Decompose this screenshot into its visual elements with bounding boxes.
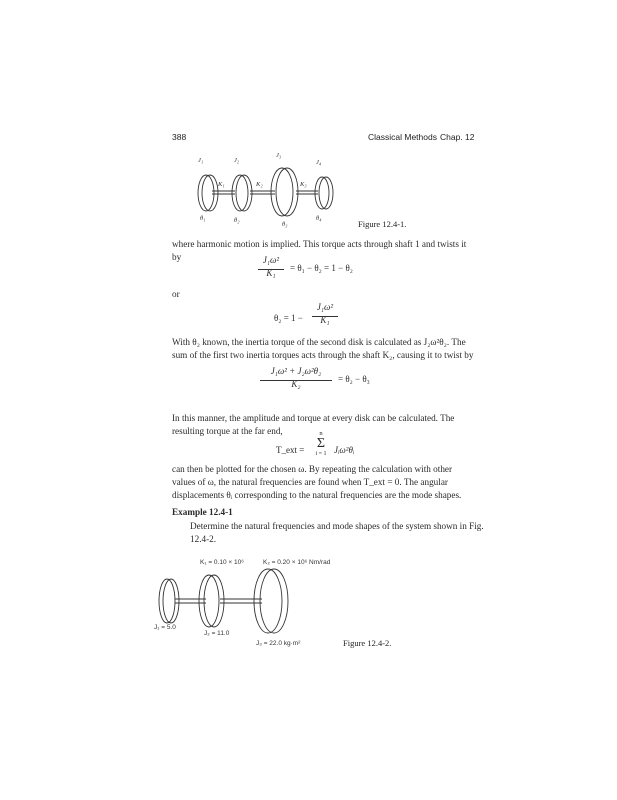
eq4-rhs: Jᵢω²θᵢ: [334, 445, 355, 455]
disk-3: [271, 168, 293, 216]
paragraph-2-line-2: sum of the first two inertia torques acts through the shaft K₂, causing it to twist by: [172, 350, 474, 360]
example-statement-line-2: 12.4-2.: [190, 534, 217, 544]
disk-1: [198, 175, 214, 211]
fig2-k1-label: K₁ = 0.10 × 10⁶: [200, 559, 244, 566]
paragraph-4-line-1: can then be plotted for the chosen ω. By repeating the calculation with other: [172, 464, 453, 474]
eq4-sum-sign: Σ: [316, 436, 326, 451]
fig2-disk-3: [254, 569, 282, 633]
figure-12-4-1-caption: Figure 12.4-1.: [358, 219, 407, 229]
paragraph-1: where harmonic motion is implied. This torque acts through shaft 1 and twists it by: [172, 239, 467, 262]
paragraph-3-line-1: In this manner, the amplitude and torque at every disk can be calculated. The: [172, 413, 455, 423]
paragraph-2: [172, 336, 482, 362]
label-theta2: θ₂: [234, 217, 240, 224]
label-j1: J₁: [198, 157, 204, 164]
eq3-denominator: K₂: [291, 379, 301, 389]
eq2-numerator: J₁ω²: [316, 302, 334, 312]
eq1-rhs: = θ₁ − θ₂ = 1 − θ₂: [290, 263, 353, 273]
example-title-text: Example 12.4-1: [172, 507, 233, 517]
chapter-label: Chap. 12: [440, 132, 475, 142]
fig2-k2-label: K₂ = 0.20 × 10⁶ Nm/rad: [263, 559, 331, 566]
paragraph-4-line-3: displacements θᵢ corresponding to the natural frequencies are the mode shapes.: [172, 490, 462, 500]
eq3-rhs: = θ₂ − θ₃: [338, 374, 370, 384]
fig2-j3-label: J₃ = 22.0 kg·m²: [256, 640, 301, 647]
page-number: 388: [172, 132, 187, 142]
eq1-fraction: [256, 255, 286, 278]
label-k3: K₃: [300, 181, 307, 188]
eq3-fraction: [258, 366, 334, 389]
label-j3: J₃: [276, 152, 282, 159]
label-j2: J₂: [234, 157, 240, 164]
running-title: Classical Methods: [368, 132, 437, 142]
example-statement-line-1: Determine the natural frequencies and mode shapes of the system shown in Fig.: [190, 521, 484, 531]
eq1-numerator: J₁ω²: [262, 255, 280, 265]
figure-12-4-2-caption: Figure 12.4-2.: [343, 638, 392, 648]
or-word: or: [172, 289, 180, 299]
paragraph-3-line-2: resulting torque at the far end,: [172, 426, 283, 436]
eq3-numerator: J₁ω² + J₂ω²θ₂: [270, 366, 322, 376]
fig2-j1-label: J₁ = 5.0: [154, 624, 176, 631]
label-k2: K₂: [256, 181, 263, 188]
eq2-lhs: θ₂ = 1 −: [274, 313, 303, 323]
figure-12-4-1: [190, 152, 350, 235]
eq4-sum-upper: n: [319, 430, 323, 437]
four-disk-diagram: [190, 155, 350, 235]
eq4-sum-lower: i = 1: [315, 451, 327, 457]
eq2-fraction: [310, 302, 340, 325]
disk-2: [232, 175, 248, 211]
paragraph-4: [172, 463, 484, 502]
disk-4: [315, 177, 329, 209]
fig2-j2-label: J₂ = 11.0: [204, 630, 230, 637]
label-theta3: θ₃: [282, 221, 288, 228]
label-theta1: θ₁: [200, 215, 206, 222]
paragraph-4-line-2: values of ω, the natural frequencies are found when T_ext = 0. The angular: [172, 477, 448, 487]
fig2-disk-1: [159, 579, 175, 623]
eq4-summation: [312, 430, 330, 457]
example-title: [172, 506, 233, 519]
label-j4: J₄: [316, 159, 322, 166]
label-k1: K₁: [218, 181, 225, 188]
eq1-denominator: K₁: [266, 268, 276, 278]
eq4-lhs: T_ext =: [276, 445, 305, 455]
example-statement: [190, 520, 485, 546]
label-theta4: θ₄: [316, 215, 322, 222]
paragraph-2-line-1: With θ₂ known, the inertia torque of the second disk is calculated as J₂ω²θ₂. The: [172, 337, 466, 347]
eq2-denominator: K₁: [320, 315, 330, 325]
fig2-disk-2: [199, 575, 219, 627]
